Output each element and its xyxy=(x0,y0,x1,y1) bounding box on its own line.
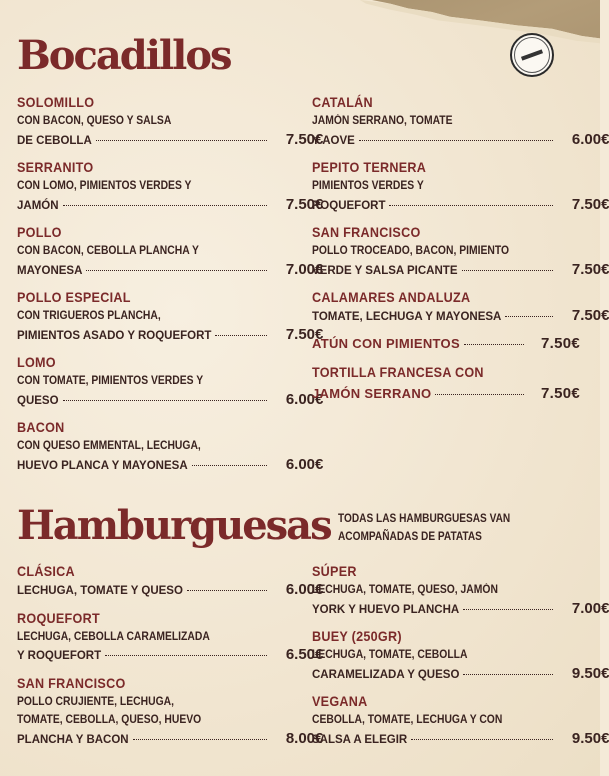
item-description-line xyxy=(17,711,293,730)
item-price: 9.50€ xyxy=(571,664,609,682)
price-row xyxy=(312,384,580,404)
item-description-line xyxy=(312,646,580,665)
item-name: PEPITO TERNERA xyxy=(312,159,427,175)
item-description: YORK Y HUEVO PLANCHA xyxy=(312,603,460,616)
menu-item xyxy=(17,673,324,749)
dot-leader xyxy=(464,344,524,345)
menu-item xyxy=(312,362,580,404)
item-name-line xyxy=(17,608,265,628)
bocadillos-right-column xyxy=(312,92,609,412)
item-description: JAMÓN xyxy=(17,199,59,212)
item-description-line xyxy=(17,693,293,712)
item-name: BACON xyxy=(17,419,65,435)
item-price: 7.50€ xyxy=(571,260,609,278)
item-description: Y AOVE xyxy=(312,134,355,147)
item-price: 6.00€ xyxy=(285,581,324,598)
item-description: DE CEBOLLA xyxy=(17,134,92,147)
item-name: SERRANITO xyxy=(17,159,94,175)
item-name: CATALÁN xyxy=(312,94,373,110)
item-price: 6.00€ xyxy=(571,130,609,148)
item-description-line xyxy=(17,112,293,131)
note-line: ACOMPAÑADAS DE PATATAS xyxy=(338,531,482,543)
price-row xyxy=(17,581,323,601)
item-name: ATÚN CON PIMIENTOS xyxy=(312,335,460,351)
item-name-line xyxy=(312,334,580,354)
item-name-line xyxy=(312,157,553,177)
item-description: JAMÓN SERRANO, TOMATE xyxy=(312,115,453,127)
item-description-line xyxy=(17,261,323,280)
item-price: 9.50€ xyxy=(571,729,609,747)
dot-leader xyxy=(389,205,553,206)
item-description-line xyxy=(17,646,323,665)
item-description: CON BACON, QUESO Y SALSA xyxy=(17,115,172,127)
price-row xyxy=(312,730,609,750)
item-description-line xyxy=(17,326,323,345)
item-description-line xyxy=(312,261,609,280)
item-description-line xyxy=(312,581,580,600)
menu-item xyxy=(17,608,324,665)
dot-leader xyxy=(96,140,268,141)
item-description: POLLO TROCEADO, BACON, PIMIENTO xyxy=(312,245,510,257)
item-description-line xyxy=(17,131,323,150)
item-description-line xyxy=(312,112,580,131)
item-description: CON TRIGUEROS PLANCHA, xyxy=(17,310,161,322)
item-description: CARAMELIZADA Y QUESO xyxy=(312,668,460,681)
menu-item xyxy=(312,561,609,618)
item-description: CEBOLLA, TOMATE, LECHUGA Y CON xyxy=(312,714,503,726)
item-description-line xyxy=(17,196,323,215)
item-name: CALAMARES ANDALUZA xyxy=(312,289,471,305)
item-description: PIMIENTOS ASADO Y ROQUEFORT xyxy=(17,329,212,342)
price-row xyxy=(312,307,609,327)
item-description: CON TOMATE, PIMIENTOS VERDES Y xyxy=(17,375,204,387)
item-name-line xyxy=(312,561,553,581)
ham-leg-icon xyxy=(514,37,550,73)
item-price: 6.50€ xyxy=(285,646,324,663)
price-row xyxy=(312,600,609,620)
item-description: TOMATE, CEBOLLA, QUESO, HUEVO xyxy=(17,714,202,726)
item-name: TORTILLA FRANCESA CON xyxy=(312,363,484,380)
item-description-line xyxy=(17,372,293,391)
item-price: 6.00€ xyxy=(285,455,324,473)
item-description: LECHUGA, TOMATE, CEBOLLA xyxy=(312,649,468,661)
item-price: 6.00€ xyxy=(285,390,324,408)
price-row xyxy=(17,261,323,281)
item-description: PLANCHA Y BACON xyxy=(17,733,129,746)
item-name-line xyxy=(312,92,553,112)
menu-item xyxy=(17,352,324,409)
item-description: MAYONESA xyxy=(17,264,83,277)
item-description: LECHUGA, TOMATE Y QUESO xyxy=(17,585,183,597)
item-price: 7.50€ xyxy=(285,130,324,148)
item-name-line xyxy=(17,673,265,693)
item-name: BUEY (250GR) xyxy=(312,628,402,644)
dot-leader xyxy=(63,205,268,206)
item-description-line xyxy=(312,307,609,326)
item-name-line xyxy=(17,417,265,437)
item-name-line xyxy=(312,222,553,242)
item-description: LECHUGA, CEBOLLA CARAMELIZADA xyxy=(17,630,210,643)
item-description-line xyxy=(17,628,293,647)
item-name-line xyxy=(17,157,265,177)
item-description: POLLO CRUJIENTE, LECHUGA, xyxy=(17,695,174,708)
menu-item xyxy=(17,561,324,600)
item-price: 7.50€ xyxy=(571,195,609,213)
item-price: 7.00€ xyxy=(285,260,324,278)
item-description: SALSA A ELEGIR xyxy=(312,733,408,746)
item-description-line xyxy=(17,391,323,410)
item-price: 7.50€ xyxy=(285,195,324,213)
dot-leader xyxy=(463,674,553,675)
item-price: 8.00€ xyxy=(285,729,324,747)
item-description: CON LOMO, PIMIENTOS VERDES Y xyxy=(17,180,192,192)
menu-item xyxy=(17,92,324,149)
item-description-line xyxy=(312,711,580,730)
menu-item xyxy=(17,157,324,214)
price-row xyxy=(17,131,323,151)
item-price: 7.50€ xyxy=(285,325,324,343)
price-row xyxy=(312,665,609,685)
price-row xyxy=(17,391,323,411)
item-description-line xyxy=(17,581,323,600)
section-title-bocadillos: Bocadillos xyxy=(17,32,231,79)
price-row xyxy=(312,261,609,281)
dot-leader xyxy=(435,394,524,395)
item-name: SAN FRANCISCO xyxy=(17,674,126,691)
hamburguesas-right-column xyxy=(312,561,609,756)
brand-logo xyxy=(510,33,554,77)
item-price: 7.50€ xyxy=(571,307,609,324)
item-description-line xyxy=(17,242,293,261)
item-description-line xyxy=(17,730,323,749)
dot-leader xyxy=(105,655,267,656)
menu-item xyxy=(312,626,609,683)
item-description-line xyxy=(17,437,293,456)
price-row xyxy=(312,334,580,354)
price-row xyxy=(17,456,323,476)
hamburguesas-left-column xyxy=(17,561,324,756)
item-description: TOMATE, LECHUGA Y MAYONESA xyxy=(312,311,502,323)
item-description-line xyxy=(312,242,580,261)
menu-item xyxy=(312,92,609,149)
item-description-line xyxy=(312,131,609,150)
menu-item xyxy=(17,222,324,279)
dot-leader xyxy=(215,335,267,336)
menu-item xyxy=(17,417,324,474)
item-description: PIMIENTOS VERDES Y xyxy=(312,180,424,192)
price-row xyxy=(17,196,323,216)
dot-leader xyxy=(86,270,267,271)
item-price: 7.50€ xyxy=(540,334,580,352)
item-description-line xyxy=(17,456,323,475)
item-name: POLLO ESPECIAL xyxy=(17,289,131,305)
menu-item xyxy=(312,157,609,214)
item-name: SÚPER xyxy=(312,563,357,579)
item-name-line xyxy=(17,561,265,581)
price-row xyxy=(312,131,609,151)
item-name-line xyxy=(312,384,580,404)
dot-leader xyxy=(463,609,553,610)
item-name: POLLO xyxy=(17,224,62,240)
item-name-line xyxy=(312,287,553,307)
item-name-line xyxy=(17,287,265,307)
dot-leader xyxy=(359,140,554,141)
item-name-line xyxy=(17,222,265,242)
item-name-line xyxy=(312,626,553,646)
item-name: SAN FRANCISCO xyxy=(312,224,421,240)
item-name-line xyxy=(17,92,265,112)
item-price: 7.00€ xyxy=(571,599,609,617)
price-row xyxy=(17,730,323,750)
item-description-line xyxy=(17,177,293,196)
item-name-line xyxy=(312,362,553,382)
item-description: HUEVO PLANCA Y MAYONESA xyxy=(17,459,188,472)
price-row xyxy=(17,646,323,666)
item-name-continuation: JAMÓN SERRANO xyxy=(312,385,432,401)
item-name: ROQUEFORT xyxy=(17,609,100,626)
item-description: LECHUGA, TOMATE, QUESO, JAMÓN xyxy=(312,584,498,596)
hamburguesas-note xyxy=(338,510,510,546)
menu-item xyxy=(312,691,609,748)
dot-leader xyxy=(192,465,268,466)
menu-item xyxy=(312,287,609,326)
item-description-line xyxy=(312,730,609,749)
item-description: CON BACON, CEBOLLA PLANCHA Y xyxy=(17,245,199,257)
item-description: CON QUESO EMMENTAL, LECHUGA, xyxy=(17,440,201,452)
section-title-hamburguesas: Hamburguesas xyxy=(17,502,331,549)
item-name-line xyxy=(17,352,265,372)
item-description-line xyxy=(312,196,609,215)
bocadillos-left-column xyxy=(17,92,324,482)
item-description: QUESO xyxy=(17,394,59,407)
item-description-line xyxy=(17,307,293,326)
menu-item xyxy=(17,287,324,344)
price-row xyxy=(17,326,323,346)
item-description: VERDE Y SALSA PICANTE xyxy=(312,264,458,277)
item-price: 7.50€ xyxy=(540,384,580,402)
dot-leader xyxy=(411,739,553,740)
item-name: CLÁSICA xyxy=(17,563,75,579)
dot-leader xyxy=(187,590,267,591)
item-description-line xyxy=(312,177,580,196)
note-line: TODAS LAS HAMBURGUESAS VAN xyxy=(338,513,511,525)
dot-leader xyxy=(133,739,268,740)
item-description: ROQUEFORT xyxy=(312,199,386,212)
item-name: LOMO xyxy=(17,354,56,370)
item-description: Y ROQUEFORT xyxy=(17,650,102,662)
item-name: VEGANA xyxy=(312,693,368,709)
menu-item xyxy=(312,222,609,279)
item-name: SOLOMILLO xyxy=(17,94,95,110)
item-name-line xyxy=(312,691,553,711)
item-description-line xyxy=(312,665,609,684)
item-description-line xyxy=(312,600,609,619)
dot-leader xyxy=(505,316,553,317)
dot-leader xyxy=(63,400,268,401)
dot-leader xyxy=(462,270,554,271)
price-row xyxy=(312,196,609,216)
menu-item xyxy=(312,334,580,354)
